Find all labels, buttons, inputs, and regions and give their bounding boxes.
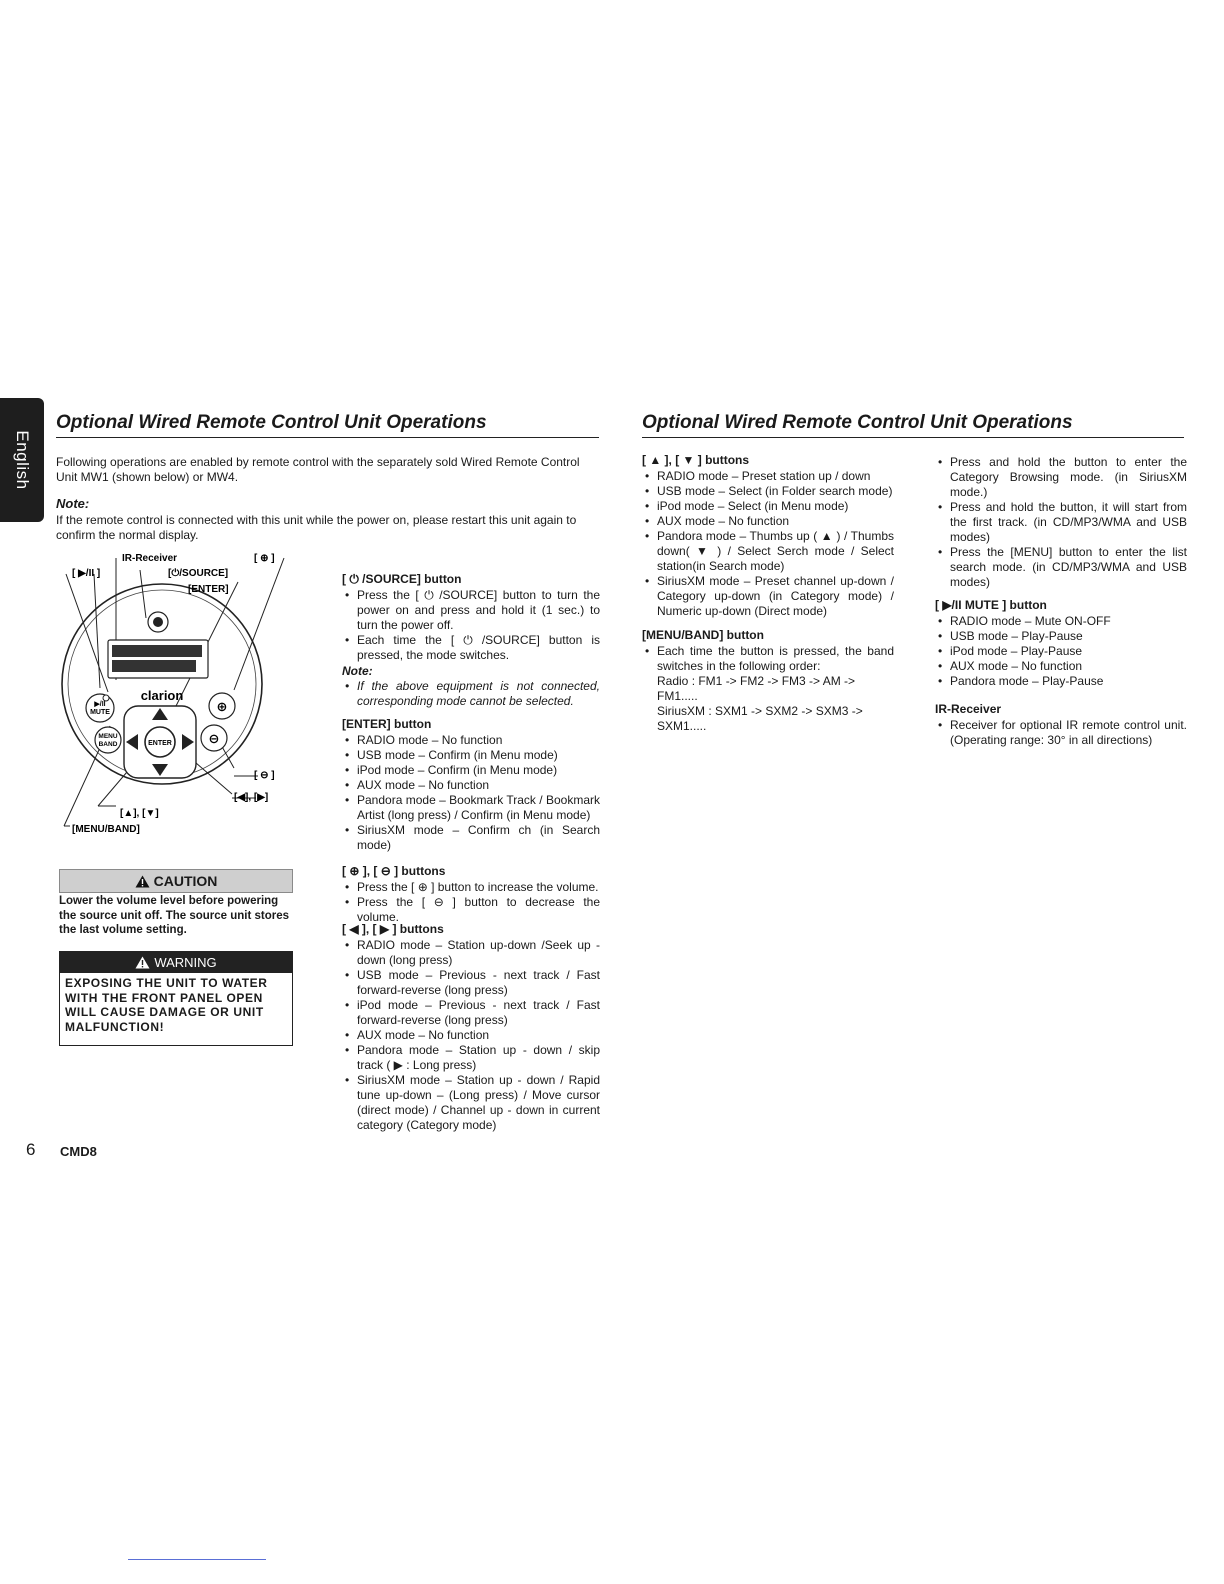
label-up-down: [▲], [▼] <box>120 808 159 819</box>
ir-receiver-title: IR-Receiver <box>935 702 1002 716</box>
updown-section <box>642 453 894 619</box>
volume-title: [ ⊕ ], [ ⊖ ] buttons <box>342 864 446 878</box>
ir-receiver-window <box>103 695 109 701</box>
list-item: • AUX mode – No function <box>642 514 894 529</box>
list-item: • iPod mode – Confirm (in Menu mode) <box>342 763 600 778</box>
svg-text:MENU: MENU <box>98 733 118 740</box>
right-heading: Optional Wired Remote Control Unit Operations <box>642 412 1184 438</box>
warning-triangle-icon <box>135 875 150 888</box>
mute-button-label: ▶/II <box>94 701 106 708</box>
list-item: • AUX mode – No function <box>935 659 1187 674</box>
list-item: • USB mode – Confirm (in Menu mode) <box>342 748 600 763</box>
list-item: • Pandora mode – Bookmark Track / Bookmark Artist (long press) / Confirm (in Menu mode) <box>342 793 600 823</box>
playpause-section <box>935 598 1187 689</box>
list-item: • USB mode – Play-Pause <box>935 629 1187 644</box>
updown-title: [ ▲ ], [ ▼ ] buttons <box>642 453 750 467</box>
list-item: • iPod mode – Select (in Menu mode) <box>642 499 894 514</box>
list-item: • SiriusXM mode – Confirm ch (in Search mode) <box>342 823 600 853</box>
note-label: Note: <box>56 496 90 511</box>
label-source: [⏻/SOURCE] <box>168 568 229 579</box>
list-item: • iPod mode – Previous - next track / Fast forward-reverse (long press) <box>342 998 600 1028</box>
list-item: • Receiver for optional IR remote control unit. (Operating range: 30° in all directions) <box>935 718 1187 748</box>
caution-header <box>59 869 293 893</box>
list-item: • USB mode – Previous - next track / Fast forward-reverse (long press) <box>342 968 600 998</box>
list-item: • Pandora mode – Thumbs up ( ▲ ) / Thumbs down( ▼ ) / Select Serch mode / Select station(in Search mode) <box>642 529 894 574</box>
label-menu-band: [MENU/BAND] <box>72 824 140 835</box>
list-item: • SiriusXM mode – Preset channel up-down / Category up-down (in Category mode) / Numeric up-down (Direct mode) <box>642 574 894 619</box>
list-item: • Press and hold the button to enter the Category Browsing mode. (in SiriusXM mode.) <box>935 455 1187 500</box>
menu-band-title: [MENU/BAND] button <box>642 628 764 642</box>
warning-box <box>59 951 293 1046</box>
source-section <box>342 572 600 709</box>
list-item: • Press and hold the button, it will start from the first track. (in CD/MP3/WMA and USB modes) <box>935 500 1187 545</box>
caution-text: Lower the volume level before powering the source unit off. The source unit stores the last volume setting. <box>59 895 290 936</box>
label-left-right: [◀], [▶] <box>234 792 269 803</box>
leftright-section <box>342 922 600 1133</box>
label-ir-receiver: IR-Receiver <box>122 553 178 564</box>
list-item: • Each time the [ ⏻ /SOURCE] button is pressed, the mode switches. <box>342 633 600 663</box>
list-item: • If the above equipment is not connected, corresponding mode cannot be selected. <box>342 679 600 709</box>
leftright-title: [ ◀ ], [ ▶ ] buttons <box>342 922 444 936</box>
intro-text: Following operations are enabled by remote control with the separately sold Wired Remote Control Unit MW1 (shown below) or MW4. <box>56 455 580 484</box>
list-item: • AUX mode – No function <box>342 1028 600 1043</box>
list-item: • RADIO mode – Preset station up / down <box>642 469 894 484</box>
language-tab-label: English <box>13 430 32 490</box>
warning-header <box>60 952 292 973</box>
list-item: • RADIO mode – No function <box>342 733 600 748</box>
menu-band-button[interactable] <box>95 727 121 753</box>
label-vol-down: [ ⊖ ] <box>254 770 275 781</box>
source-note-label: Note: <box>342 664 373 678</box>
brand-logo: clarion <box>140 688 184 703</box>
language-tab[interactable] <box>0 398 44 522</box>
page-number: 6 <box>26 1140 36 1159</box>
list-item: • Press the [MENU] button to enter the list search mode. (in CD/MP3/WMA and USB modes) <box>935 545 1187 590</box>
playpause-title: [ ▶/II MUTE ] button <box>935 598 1047 612</box>
vol-up-icon: ⊕ <box>216 700 228 715</box>
bottom-link-line <box>128 1559 266 1560</box>
list-item: • USB mode – Select (in Folder search mode) <box>642 484 894 499</box>
svg-text:MUTE: MUTE <box>90 709 110 716</box>
svg-text:BAND: BAND <box>98 741 118 748</box>
warning-triangle-icon <box>135 956 150 969</box>
list-item: • RADIO mode – Mute ON-OFF <box>935 614 1187 629</box>
label-vol-up: [ ⊕ ] <box>254 553 275 564</box>
left-heading: Optional Wired Remote Control Unit Operations <box>56 412 599 438</box>
label-enter: [ENTER] <box>188 584 229 595</box>
list-item: • AUX mode – No function <box>342 778 600 793</box>
remote-diagram <box>56 548 296 840</box>
list-item: • Press the [ ⊖ ] button to decrease the volume. <box>342 895 600 925</box>
menu-band-continued <box>935 455 1187 590</box>
caution-title: CAUTION <box>153 873 218 889</box>
radio-band-order: Radio : FM1 -> FM2 -> FM3 -> AM -> FM1..... <box>657 674 856 703</box>
warning-text: EXPOSING THE UNIT TO WATER WITH THE FRONT PANEL OPEN WILL CAUSE DAMAGE OR UNIT MALFUNCTION! <box>65 976 268 1034</box>
list-item: • SiriusXM mode – Station up - down / Rapid tune up-down – (Long press) / Move cursor (direct mode) / Channel up - down in current category (Category mode) <box>342 1073 600 1133</box>
list-item: • Press the [ ⊕ ] button to increase the volume. <box>342 880 600 895</box>
ir-receiver-section <box>935 702 1187 748</box>
source-title: [ ⏻ /SOURCE] button <box>342 572 462 586</box>
menu-band-section <box>642 628 894 734</box>
list-item: • Press the [ ⏻ /SOURCE] button to turn the power on and press and hold it (1 sec.) to turn the power off. <box>342 588 600 633</box>
enter-section <box>342 717 600 853</box>
list-item: • RADIO mode – Station up-down /Seek up - down (long press) <box>342 938 600 968</box>
list-item: • iPod mode – Play-Pause <box>935 644 1187 659</box>
list-item: • Pandora mode – Play-Pause <box>935 674 1187 689</box>
sxm-band-order: SiriusXM : SXM1 -> SXM2 -> SXM3 -> SXM1..... <box>657 704 863 733</box>
mute-button[interactable] <box>86 694 114 722</box>
svg-text:ENTER: ENTER <box>148 740 172 747</box>
model-name: CMD8 <box>60 1144 97 1159</box>
vol-down-icon: ⊖ <box>208 732 220 747</box>
list-item: • Each time the button is pressed, the band switches in the following order: <box>642 644 894 674</box>
list-item: • Pandora mode – Station up - down / skip track ( ▶ : Long press) <box>342 1043 600 1073</box>
volume-section <box>342 864 600 925</box>
note-text: If the remote control is connected with this unit while the power on, please restart this unit again to confirm the normal display. <box>56 513 577 542</box>
label-play-mute: [ ▶/II ] <box>72 568 101 579</box>
enter-title: [ENTER] button <box>342 717 432 731</box>
warning-title: WARNING <box>154 955 217 970</box>
